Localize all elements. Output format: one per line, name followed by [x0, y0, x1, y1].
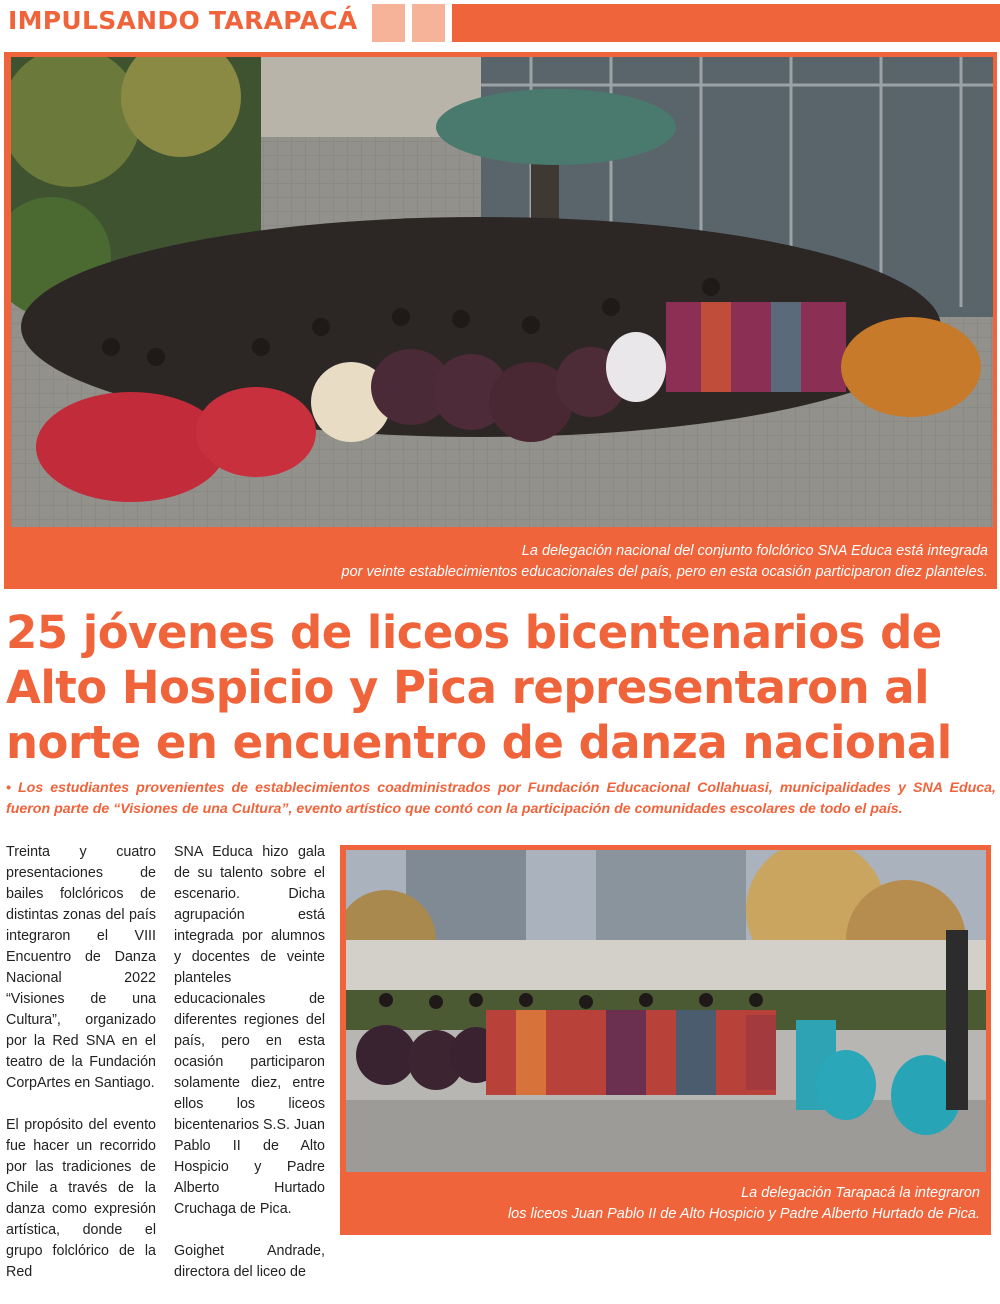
second-photo	[346, 850, 986, 1172]
header-bar	[452, 4, 1000, 42]
lead-paragraph: • Los estudiantes provenientes de establecimientos coadministrados por Fundación Educacional Collahuasi, municipalidades y SNA Educa, fueron parte de “Visiones de una Cultura”, evento artístico que contó con la participación de comunidades escolares de todo el país.	[6, 780, 996, 817]
body-column-2	[174, 842, 325, 1304]
body-paragraph: El propósito del evento fue hacer un recorrido por las tradiciones de Chile a través de la danza como expresión artística, donde el grupo folclórico de la Red	[6, 1117, 156, 1280]
section-title: IMPULSANDO TARAPACÁ	[8, 6, 358, 35]
body-paragraph: SNA Educa hizo gala de su talento sobre el escenario. Dicha agrupación está integrada por alumnos y docentes de veinte planteles educacionales de diferentes regiones del país, pero en esta ocasión participaron solamente diez, entre ellos los liceos bicentenarios S.S. Juan Pablo II de Alto Hospicio y Padre Alberto Hurtado Cruchaga de Pica.	[174, 844, 326, 1217]
hero-caption: La delegación nacional del conjunto folclórico SNA Educa está integrada por veinte establecimientos educacionales del país, pero en esta ocasión participaron diez planteles.	[341, 543, 988, 580]
headline: 25 jóvenes de liceos bicentenarios de Alto Hospicio y Pica representaron al norte en encuentro de danza nacional	[6, 606, 952, 769]
second-photo-caption: La delegación Tarapacá la integraron los liceos Juan Pablo II de Alto Hospicio y Padre Alberto Hurtado de Pica.	[507, 1185, 980, 1222]
body-paragraph: Goighet Andrade, directora del liceo de	[174, 1243, 325, 1280]
body-paragraph: Treinta y cuatro presentaciones de bailes folclóricos de distintas zonas del país integraron el VIII Encuentro de Danza Nacional 2022 “Visiones de una Cultura”, organizado por la Red SNA en el teatro de la Fundación CorpArtes en Santiago.	[6, 844, 156, 1091]
decor-square	[412, 4, 445, 42]
hero-photo	[11, 57, 993, 527]
decor-square	[372, 4, 405, 42]
body-column-1	[6, 842, 156, 1304]
